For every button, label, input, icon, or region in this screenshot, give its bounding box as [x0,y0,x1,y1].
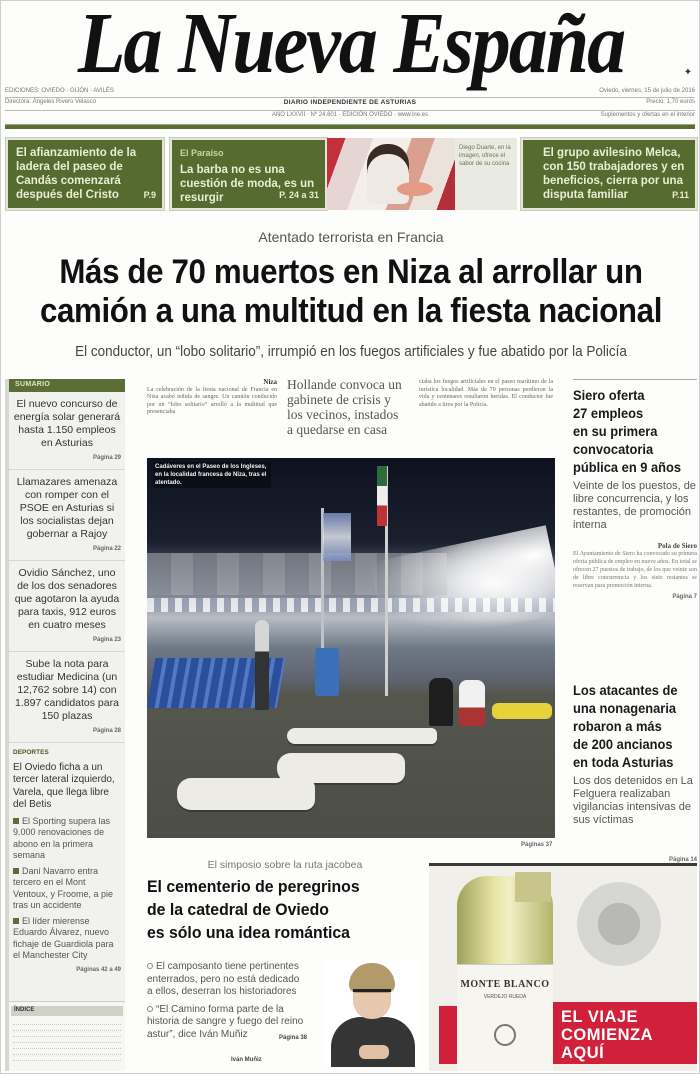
photo-person [429,678,453,726]
teaser-kicker: El Paraíso [180,148,224,158]
story-atacantes[interactable] [573,681,697,863]
square-bullet-icon [13,868,19,874]
sidebar-item-page: Página 23 [92,637,121,643]
photo-covered-body [287,728,437,744]
supplements-note: Suplementos y ofertas en el interior [600,112,695,118]
deportes-bullet [13,916,121,962]
issue-number: AÑO LXXVII · Nº 24.601 · EDICIÓN OVIEDO · www.lne.es [271,112,429,118]
lead-photo-nice[interactable] [147,458,555,838]
masthead-rule [5,124,695,129]
photo-flag [323,513,351,561]
deportes-label: DEPORTES [13,749,49,756]
teaser-melca[interactable] [521,138,697,210]
story-atacantes-deck: Los dos detenidos en La Felguera realizaban vigilancias intensivas de sus víctimas [573,775,693,826]
ad-red-accent [439,1006,457,1064]
headline-line-1: Más de 70 muertos en Niza al arrollar un [59,253,643,291]
lead-dateline: Niza [263,378,277,386]
teaser-text: La barba no es una cuestión de moda, es un resurgir [180,164,315,204]
sidebar-item[interactable] [9,470,125,561]
story-siero-body: El Ayuntamiento de Siero ha convocado su primera oferta pública de empleo en nueve años. En total se ofrecen 27 puestos de trabajo, de los que veinte son de libre concurrencia y los siete restantes se reservan para promoción interna. [573,551,697,589]
director-row [5,99,695,111]
deportes-page: Páginas 42 a 49 [76,966,121,973]
issue-date: Oviedo, viernes, 15 de julio de 2016 [599,88,695,94]
plate [397,182,433,196]
story-atacantes-headline: Los atacantes de una nonagenaria robaron a más de 200 ancianos en toda Asturias [573,682,678,770]
photo-bin [315,648,339,696]
story-siero[interactable] [573,379,697,600]
crest-icon [494,1024,516,1046]
wine-label [457,964,553,1071]
teaser-page: P.11 [672,190,689,200]
teaser-chef-photo[interactable] [327,138,455,210]
sumario-label: SUMARIO [9,379,125,392]
portrait-photo [325,959,421,1067]
price: Precio: 1,70 euros [646,99,695,105]
teaser-text: El afianzamiento de la ladera del paseo de Candás comenzará después del Cristo [16,147,137,201]
lead-col-a [147,379,277,417]
photo-flash [370,525,555,650]
photo-person [459,680,485,726]
lead-secondary-headline[interactable]: Hollande convoca un gabinete de crisis y los vecinos, instados a quedarse en casa [287,377,402,437]
deportes-lead: El Oviedo ficha a un tercer lateral izquierdo, Varela, que llega libre del Betis [13,761,115,810]
sidebar-item-page: Página 29 [92,455,121,461]
sidebar-item-text: Ovidio Sánchez, uno de los dos senadores que agotaron la ayuda para taxis, 912 euros en cuatro meses [14,567,120,631]
bullet-text: El líder mierense Eduardo Álvarez, nuevo fichaje de Guardiola para el Manchester City [13,915,114,960]
square-bullet-icon [13,818,19,824]
story-cementerio-kicker: El simposio sobre la ruta jacobea [207,859,363,871]
story-siero-page: Página 7 [672,594,697,600]
square-bullet-icon [13,918,19,924]
sumario-sidebar [5,379,125,1071]
ad-slogan: EL VIAJE COMIENZA AQUÍ [553,1002,697,1064]
headline-line-2: camión a una multitud en la fiesta nacional [39,292,663,330]
indice-box [9,1001,125,1071]
lead-story-text [147,379,553,451]
story-cementerio-headline: El cementerio de peregrinos de la catedral de Oviedo es sólo una idea romántica [147,877,360,942]
sidebar-item-text: Llamazares amenaza con romper con el PSOE en Asturias si los socialistas dejan gobernar a Rajoy [16,476,118,540]
circle-bullet-icon [147,963,153,969]
sidebar-item-text: Sube la nota para estudiar Medicina (un 12,762 sobre 14) con 1.897 candidatos para 150 plazas [15,658,119,722]
lead-col-c: ciaba los fuegos artificiales en el paseo marítimo de la turística localidad. Más de 70 personas perdieron la vida y centenares resultaron heridas. El conductor fue abatido a tiros por la Policía. [419,379,553,408]
lead-kicker: Atentado terrorista en Francia [258,229,444,245]
engraving-illustration [569,876,669,972]
teaser-text: El grupo avilesino Melca, con 150 trabajadores y en beneficios, cierra por una disputa familiar [543,147,685,201]
indice-label: ÍNDICE [11,1006,123,1016]
story-siero-headline: Siero oferta 27 empleos en su primera convocatoria pública en 9 años [573,387,682,475]
sidebar-item-text: El nuevo concurso de energía solar generará hasta 1.150 empleos en Asturias [13,398,121,449]
story-cementerio-page: Página 38 [278,1034,307,1041]
edition-row [5,88,695,98]
sidebar-item[interactable] [9,392,125,470]
issue-row [5,112,695,122]
sidebar-item-page: Página 28 [92,728,121,734]
lead-headline[interactable] [29,253,673,331]
lead-col-a-text: La celebración de la fiesta nacional de Francia en Niza acabó teñida de sangre. Un camión conducido por un “lobo solitario” arrolló a la multitud que presenciaba [147,386,277,416]
photo-caption: Cadáveres en el Paseo de los Ingleses, en la localidad francesa de Niza, tras el atentado. [153,462,271,488]
divider [573,379,697,380]
bullet-text: El Sporting supera las 9.000 renovaciones de abono en la primera semana [13,815,111,860]
story-cementerio[interactable] [147,859,423,1071]
teaser-photo-caption: Diego Duarte, en la imagen, ofrece el sabor de su cocina [455,138,517,210]
teaser-page: P. 24 a 31 [279,190,319,200]
deportes-bullet [13,866,121,912]
sidebar-item[interactable] [9,561,125,652]
photo-covered-body [177,778,315,810]
wine-variety: VERDEJO RUEDA [483,994,527,1000]
photo-credit: Iván Muñiz [231,1057,262,1063]
logo-mark-icon: ✦ [683,67,693,78]
indice-rows [9,1020,125,1061]
story-atacantes-page: Página 14 [668,857,697,863]
lead-page-ref: Páginas 37 [521,842,553,848]
lead-subhead: El conductor, un “lobo solitario”, irrumpió en los fuegos artificiales y fue abatido por la Policía [75,344,627,360]
photo-tarp [492,703,552,719]
teaser-candas[interactable] [6,138,164,210]
story-cementerio-bullets: El camposanto tiene pertinentes enterrados, pero no está dedicado a ellos, deserran los historiadores “El Camino forma parte de la historia de sangre y fuego del reino astur”, dice Iván Muñiz Página 38 [147,961,307,1046]
newspaper-logo[interactable]: La Nueva España [77,0,625,92]
story-siero-dateline: Pola de Siero [657,542,697,550]
circle-bullet-icon [147,1006,153,1012]
sidebar-item[interactable] [9,652,125,743]
wine-advertisement[interactable] [429,863,697,1071]
photo-person [255,620,269,710]
editions: EDICIONES: OVIEDO · GIJÓN · AVILÉS [5,88,114,94]
teaser-barba[interactable] [170,138,327,210]
chef-figure [367,144,409,204]
director: Directora: Ángeles Rivero Velasco [5,99,97,105]
bullet-text: Dani Navarro entra tercero en el Mont Ventoux, y Froome, a pie tras un accidente [13,865,114,910]
tagline: DIARIO INDEPENDIENTE DE ASTURIAS [283,99,417,106]
deportes-bullet [13,816,121,862]
deportes-section[interactable] [9,743,125,980]
wine-brand: MONTE BLANCO [460,979,550,990]
photo-flag [377,466,387,526]
sidebar-item-page: Página 22 [92,546,121,552]
story-siero-deck: Veinte de los puestos, de libre concurrencia, y los restantes, de promoción interna [573,480,696,531]
teaser-page: P.9 [143,190,156,200]
